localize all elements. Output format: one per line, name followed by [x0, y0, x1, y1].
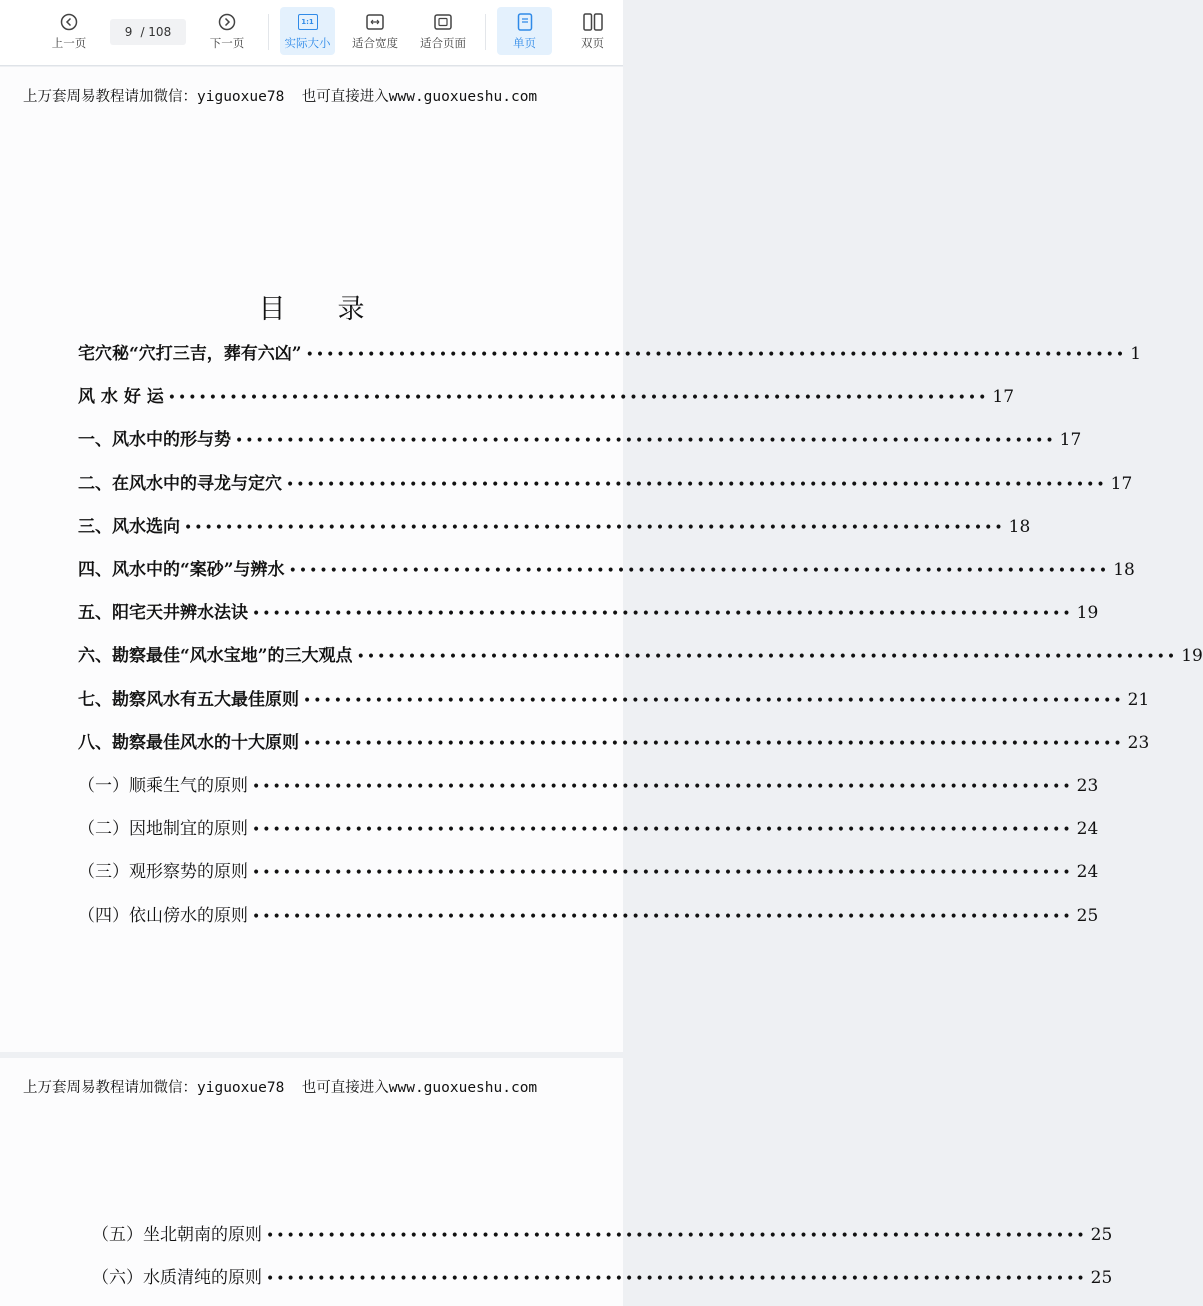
- toc-entry-page: 25: [1090, 1268, 1113, 1288]
- toc-entry-title: 六、勘察最佳“风水宝地”的三大观点: [78, 646, 353, 667]
- toc-entry-page: 21: [1127, 689, 1150, 710]
- single-page-button[interactable]: [497, 7, 552, 55]
- double-page-icon: [583, 12, 603, 32]
- double-page-label: 双页: [581, 36, 604, 50]
- toc-entry[interactable]: [78, 469, 1133, 499]
- toc-entry-page: 23: [1127, 732, 1150, 753]
- toc-leader-dots: ••••••••••••••••••••••••••••••••••••••••••••••••••••••••••••••••••••••••••••••••: [252, 822, 1073, 839]
- current-page: 9: [124, 25, 133, 39]
- toc-entry-title: （五）坐北朝南的原则: [92, 1225, 262, 1245]
- toc-leader-dots: ••••••••••••••••••••••••••••••••••••••••••••••••••••••••••••••••••••••••••••••••: [305, 347, 1127, 363]
- toc-entry[interactable]: [78, 728, 1150, 758]
- toc-leader-dots: ••••••••••••••••••••••••••••••••••••••••••••••••••••••••••••••••••••••••••••••••: [252, 606, 1073, 623]
- toc-entry-title: （一）顺乘生气的原则: [78, 776, 248, 796]
- watermark-text: 上万套周易教程请加微信：yiguoxue78 也可直接进入www.guoxueshu.com: [23, 1080, 538, 1096]
- toc-leader-dots: ••••••••••••••••••••••••••••••••••••••••••••••••••••••••••••••••••••••••••••••••: [167, 390, 989, 407]
- toc-entry[interactable]: [78, 598, 1099, 628]
- toc-entry-page: 23: [1076, 776, 1099, 796]
- chevron-left-icon: [60, 12, 78, 32]
- toc-entry[interactable]: [78, 641, 1203, 671]
- toc-entry-page: 17: [992, 387, 1015, 408]
- toc-title: 目录: [258, 294, 417, 325]
- prev-page-button[interactable]: [44, 7, 94, 55]
- toc-entry[interactable]: [78, 814, 1099, 844]
- toc-leader-dots: ••••••••••••••••••••••••••••••••••••••••••••••••••••••••••••••••••••••••••••••••: [286, 476, 1107, 493]
- toc-entry[interactable]: [78, 425, 1082, 455]
- toc-entry-page: 24: [1076, 819, 1099, 840]
- toc-entry-title: 四、风水中的“案砂”与辨水: [78, 560, 285, 580]
- toc-leader-dots: ••••••••••••••••••••••••••••••••••••••••••••••••••••••••••••••••••••••••••••••••: [356, 649, 1178, 666]
- toc-entry-page: 25: [1090, 1225, 1113, 1245]
- toc-entry-title: 五、阳宅天井辨水法诀: [78, 603, 248, 624]
- toc-entry[interactable]: [78, 771, 1099, 801]
- toc-entry[interactable]: [92, 1263, 1113, 1293]
- page-number-input[interactable]: [110, 19, 186, 45]
- single-page-icon: [517, 12, 533, 32]
- toolbar-divider: [485, 14, 486, 50]
- chevron-right-icon: [218, 12, 236, 32]
- toc-entry[interactable]: [78, 857, 1099, 887]
- toc-entry-title: 三、风水选向: [78, 516, 180, 537]
- toc-entry-page: 17: [1110, 473, 1133, 494]
- toc-leader-dots: ••••••••••••••••••••••••••••••••••••••••••••••••••••••••••••••••••••••••••••••••: [252, 908, 1073, 925]
- prev-page-label: 上一页: [51, 36, 87, 50]
- toc-leader-dots: ••••••••••••••••••••••••••••••••••••••••••••••••••••••••••••••••••••••••••••••••: [252, 779, 1073, 795]
- actual-size-label: 实际大小: [284, 36, 331, 50]
- toc-leader-dots: ••••••••••••••••••••••••••••••••••••••••••••••••••••••••••••••••••••••••••••••••: [288, 563, 1110, 579]
- next-page-button[interactable]: [202, 7, 252, 55]
- toc-entry-page: 18: [1008, 516, 1031, 537]
- fit-page-button[interactable]: [414, 7, 472, 55]
- fit-width-button[interactable]: [346, 7, 404, 55]
- fit-width-icon: [366, 12, 384, 32]
- toc-entry[interactable]: [92, 1220, 1113, 1250]
- toc-entry[interactable]: [78, 555, 1135, 585]
- toc-entry-page: 1: [1130, 344, 1142, 364]
- toc-entry[interactable]: [78, 901, 1099, 931]
- toc-entry-title: 八、勘察最佳风水的十大原则: [78, 732, 299, 753]
- reader-toolbar: [0, 0, 623, 66]
- toc-leader-dots: ••••••••••••••••••••••••••••••••••••••••••••••••••••••••••••••••••••••••••••••••: [266, 1228, 1087, 1244]
- toc-entry-title: 宅穴秘“穴打三吉，葬有六凶”: [78, 344, 302, 364]
- document-page: [0, 67, 1203, 1052]
- fit-page-label: 适合页面: [420, 36, 466, 50]
- toc-entry-page: 19: [1076, 603, 1099, 624]
- toc-entry-page: 24: [1076, 862, 1099, 883]
- toc-entry[interactable]: [78, 339, 1142, 369]
- toc-leader-dots: ••••••••••••••••••••••••••••••••••••••••••••••••••••••••••••••••••••••••••••••••: [235, 433, 1056, 450]
- toc-leader-dots: ••••••••••••••••••••••••••••••••••••••••••••••••••••••••••••••••••••••••••••••••: [303, 692, 1124, 709]
- toc-leader-dots: ••••••••••••••••••••••••••••••••••••••••••••••••••••••••••••••••••••••••••••••••: [303, 735, 1124, 752]
- toc-entry-page: 25: [1076, 905, 1099, 926]
- next-page-label: 下一页: [209, 36, 245, 50]
- actual-size-button[interactable]: [280, 7, 335, 55]
- toc-entry-page: 19: [1181, 646, 1203, 667]
- toc-entry-title: （二）因地制宜的原则: [78, 819, 248, 840]
- toc-entry-page: 18: [1113, 560, 1135, 580]
- document-page-next: [0, 1058, 1113, 1306]
- toc-entry-title: （四）依山傍水的原则: [78, 905, 248, 926]
- toc-entry-page: 17: [1059, 430, 1082, 451]
- toc-entry[interactable]: [78, 382, 1015, 412]
- single-page-label: 单页: [513, 36, 536, 50]
- toc-entry[interactable]: [78, 685, 1150, 715]
- double-page-button[interactable]: [565, 7, 620, 55]
- toc-entry-title: （三）观形察势的原则: [78, 862, 248, 883]
- toc-entry-title: 二、在风水中的寻龙与定穴: [78, 473, 282, 494]
- toc-entry-title: 七、勘察风水有五大最佳原则: [78, 689, 299, 710]
- toc-leader-dots: ••••••••••••••••••••••••••••••••••••••••••••••••••••••••••••••••••••••••••••••••: [252, 865, 1073, 882]
- toolbar-divider: [268, 14, 269, 50]
- watermark-text: 上万套周易教程请加微信：yiguoxue78 也可直接进入www.guoxueshu.com: [23, 89, 538, 105]
- actual-size-icon: 1:1: [298, 12, 318, 32]
- toc-entry-title: 风 水 好 运: [78, 387, 164, 408]
- fit-page-icon: [434, 12, 452, 32]
- toc-entry-title: （六）水质清纯的原则: [92, 1268, 262, 1288]
- total-pages: / 108: [140, 25, 172, 39]
- toc-leader-dots: ••••••••••••••••••••••••••••••••••••••••••••••••••••••••••••••••••••••••••••••••: [266, 1271, 1087, 1287]
- toc-entry[interactable]: [78, 512, 1031, 542]
- fit-width-label: 适合宽度: [352, 36, 398, 50]
- toc-leader-dots: ••••••••••••••••••••••••••••••••••••••••••••••••••••••••••••••••••••••••••••••••: [184, 519, 1005, 536]
- toc-entry-title: 一、风水中的形与势: [78, 430, 231, 451]
